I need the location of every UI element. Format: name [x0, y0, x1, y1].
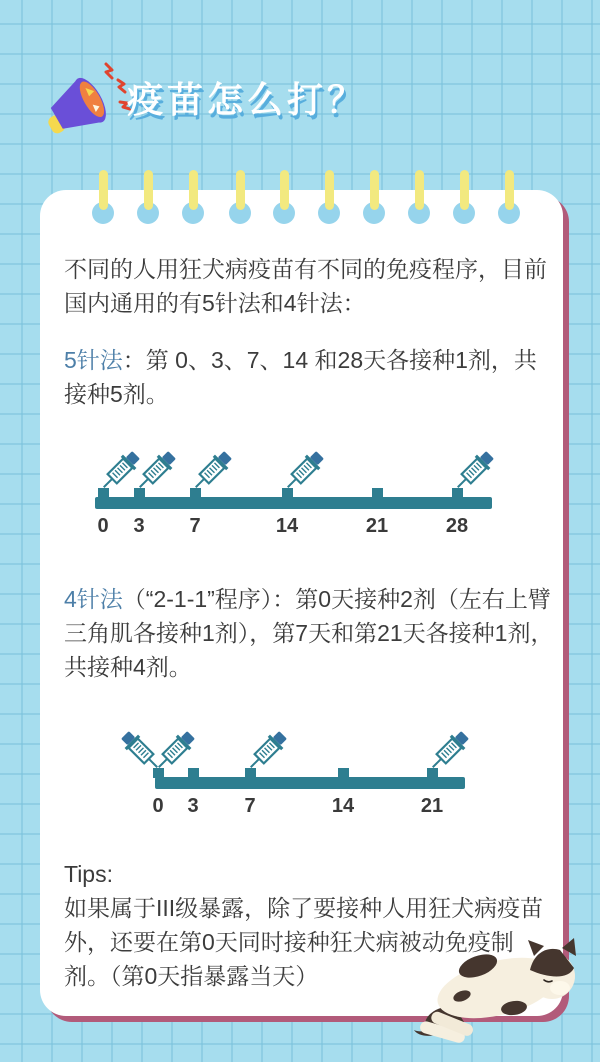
pin-stem	[144, 170, 153, 210]
five-dose-label: 5针法	[64, 347, 123, 373]
five-dose-paragraph	[64, 343, 556, 411]
four-dose-label: 4针法	[64, 586, 123, 612]
four-dose-timeline	[152, 726, 465, 822]
pin-stem	[236, 170, 245, 210]
timeline-day-label: 7	[244, 795, 256, 817]
syringe-icon	[151, 727, 199, 775]
pin	[363, 170, 385, 224]
timeline-day-label: 14	[275, 515, 299, 537]
timeline-day-label: 21	[420, 795, 444, 817]
pin-stem	[460, 170, 469, 210]
five-dose-timeline	[95, 446, 492, 542]
four-dose-text: （“2-1-1”程序）：第0天接种2剂（左右上臂三角肌各接种1剂），第7天和第21天各接种1剂，共接种4剂。	[64, 586, 554, 680]
tips-body: 如果属于III级暴露，除了要接种人用狂犬病疫苗外，还要在第0天同时接种狂犬病被动免疫制剂。（第0天指暴露当天）	[64, 895, 544, 989]
pin-stem	[505, 170, 514, 210]
timeline-bar	[95, 497, 492, 509]
pin	[229, 170, 251, 224]
pin	[498, 170, 520, 224]
syringe-icon	[132, 447, 180, 495]
timeline-day-label: 3	[133, 515, 145, 537]
pin	[453, 170, 475, 224]
pin-stem	[325, 170, 334, 210]
page-title: 疫苗怎么打？	[127, 79, 368, 120]
pin-stem	[370, 170, 379, 210]
timeline-day-label: 0	[152, 795, 164, 817]
pin	[408, 170, 430, 224]
pin	[273, 170, 295, 224]
timeline-day-label: 0	[97, 515, 109, 537]
syringe-icon	[243, 727, 291, 775]
five-dose-text: ：第 0、3、7、14 和28天各接种1剂，共接种5剂。	[64, 347, 537, 407]
content-card	[40, 190, 563, 1016]
pin	[92, 170, 114, 224]
syringe-icon	[280, 447, 328, 495]
four-dose-paragraph	[64, 582, 556, 684]
timeline-tick	[338, 768, 349, 778]
pin-stem	[415, 170, 424, 210]
timeline-tick	[372, 488, 383, 498]
syringe-icon	[188, 447, 236, 495]
timeline-day-label: 21	[365, 515, 389, 537]
syringe-icon	[425, 727, 473, 775]
pin-stem	[189, 170, 198, 210]
pin	[182, 170, 204, 224]
pin	[318, 170, 340, 224]
timeline-day-label: 7	[189, 515, 201, 537]
pin-stem	[99, 170, 108, 210]
syringe-icon	[450, 447, 498, 495]
cat-illustration	[398, 934, 594, 1058]
megaphone-icon	[36, 50, 136, 150]
timeline-day-label: 14	[331, 795, 355, 817]
timeline-day-label: 3	[187, 795, 199, 817]
timeline-bar	[155, 777, 465, 789]
pin	[137, 170, 159, 224]
tips-heading: Tips:	[64, 861, 113, 887]
timeline-day-label: 28	[445, 515, 469, 537]
pin-stem	[280, 170, 289, 210]
intro-paragraph: 不同的人用狂犬病疫苗有不同的免疫程序，目前国内通用的有5针法和4针法：	[64, 256, 547, 316]
